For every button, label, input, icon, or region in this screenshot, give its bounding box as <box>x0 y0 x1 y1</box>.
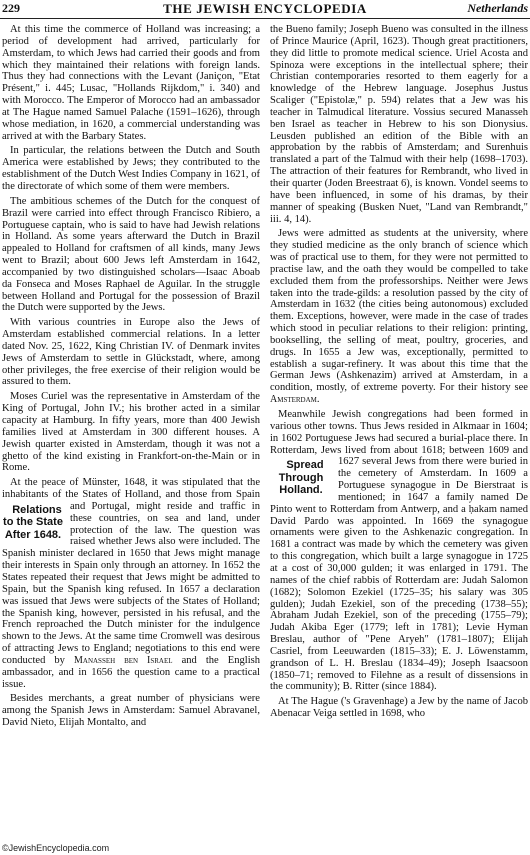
munster-text-part-1: At the peace of Münster, 1648, it was stipulated that the inhabitants of the States of Holland, and those from Spain and Portugal, might reside and <box>2 477 260 512</box>
congregations-text-part-1: Meanwhile Jewish congregations had been formed in various other towns. Thus Jews resided in Alkmaar in 1604; in 1602 Portuguese Jews had secured a burial-place there. In Rotterdam, Jews lived from about 1618; between 1609 and 1627 several Jews from there were buried in <box>270 409 528 468</box>
page-number: 229 <box>2 1 20 15</box>
side-heading-spread-through-holland: Spread Through Holland. <box>278 459 324 497</box>
paragraph-physicians: Besides merchants, a great number of physicians were among the Spanish Jews in Amsterdam: Samuel Abravanel, David Nieto, Elijah Montalto, and <box>2 693 260 729</box>
page-header <box>0 0 530 19</box>
paragraph-peace-of-munster <box>2 477 260 690</box>
paragraph-university: Jews were admitted as students at the university, where they studied medicine as the only branch of science which was of practical use to them, for they were not permitted to practise law, and the oath they would be compelled to take excluded them from the professorships. Neither were Jews taken into the trade-gilds: a resolution passed by the city of Amsterdam in 1632 (the cities being autonomous) excluded them. Exceptions, however, were made in the case of trades which stood in peculiar relations to their religion: printing, bookselling, the selling of meat, poultry, groceries, and drugs. In 1655 a Jew was, exceptionally, permitted to establish a sugar-refinery. It was about this time that the German Jews (Ashkenazim) arrived at Amsterdam, in a condition, mostly, of extreme poverty. For their history see Amsterdam. <box>270 228 528 406</box>
side-heading-relations-to-state: Relations to the State After 1648. <box>3 503 63 541</box>
link-amsterdam[interactable]: Amsterdam <box>270 394 317 406</box>
paragraph-bueno-family: the Bueno family; Joseph Bueno was consulted in the illness of Prince Maurice (April, 1623). Though great practitioners, they did little to promote medical science. Uriel Acosta and Spinoza were exceptions in the intellectual sphere; their Christian contemporaries resorted to them eagerly for a knowledge of the Hebrew language. Josephus Justus Scaliger ("Epistolæ," p. 594) relates that a Jew was his teacher in Talmudical literature. Vossius secured Manasseh ben Israel as teacher in Hebrew to his son Dionysius. Leusden published an edition of the Bible with an approbation by the rabbis of Amsterdam; and Surenhuis translated a part of the Talmud with their help (1698–1703). The attraction of their features for Rembrandt, who lived in their quarter (Joden Breestraat 6), is known. Vondel seems to have been influenced, in some of his dramas, by their manner of speaking (Busken Nuet, "Land van Rembrandt," iii. 4, 14). <box>270 24 528 225</box>
paragraph-commerce: At this time the commerce of Holland was increasing; a period of development had arrived, particularly for Amsterdam, to which Jews had carried their goods and from which they maintained their relations with foreign lands. Thus they had connections with the Levant (Janiçon, "Etat Présent," i. 445; Lusac, "Hollands Rijkdom," i. 340) and with Morocco. The Emperor of Morocco had an ambassador at The Hague named Samuel Palache (1591–1626), through whose mediation, in 1620, a commercial understanding was arrived at with the Barbary States. <box>2 24 260 142</box>
right-column <box>270 24 528 839</box>
paragraph-congregations <box>270 409 528 693</box>
running-title: THE JEWISH ENCYCLOPEDIA <box>163 1 367 16</box>
paragraph-moses-curiel: Moses Curiel was the representative in Amsterdam of the King of Portugal, John IV.; his brother acted in a similar capacity at Hamburg. In fifty years, more than 400 Jewish families lived at Amsterdam in 300 different houses. A Jewish quarter existed in Amsterdam, though it was not a ghetto of the kind existing in Frankfort-on-the-Main or in Rome. <box>2 391 260 474</box>
paragraph-europe-relations: With various countries in Europe also the Jews of Amsterdam established commercial relations. In a letter dated Nov. 25, 1622, King Christian IV. of Denmark invites Jews of Amsterdam to settle in Glückstadt, where, among other privileges, the free exercise of their religion would be assured to them. <box>2 317 260 388</box>
munster-text-part-3: and the English ambassador, and in 1656 the question came to a practical issue. <box>2 654 260 690</box>
munster-text-part-2: traffic in these countries, on sea and land, under protection of the law. The question was raised whether Jews also were included. The Spanish minister declared in 1650 that Jews might manage their interests in Spain only through an attorney. In 1652 the States repeated their request that Jews might be admitted to Spain, but the Spanish king refused. In 1657 a declaration was issued that Jews were subjects of the States of Holland; the Spanish king, however, persisted in his refusal, and the French reproached the Dutch minister for the indulgence shown to the Jews. At the same time Cromwell was desirous of attracting Jews to England; negotiations to this end were conducted by <box>2 500 260 666</box>
copyright-footer: ©JewishEncyclopedia.com <box>2 843 110 853</box>
link-manasseh-ben-israel[interactable]: Manasseh ben Israel <box>74 654 173 666</box>
paragraph-the-hague: At The Hague ('s Gravenhage) a Jew by the name of Jacob Abenacar Veiga settled in 1698, who <box>270 696 528 720</box>
paragraph-south-america: In particular, the relations between the Dutch and South America were established by Jews; they contributed to the establishment of the Dutch West Indies Company in 1621, of the directorate of which some of them were members. <box>2 145 260 192</box>
university-text: Jews were admitted as students at the university, where they studied medicine as the only branch of science which was of practical use to them, for they were not permitted to practise law, and the oath they would be compelled to take excluded them from the professorships. Neither were Jews taken into the trade-gilds: a resolution passed by the city of Amsterdam in 1632 (the cities being autonomous) excluded them. Exceptions, however, were made in the case of trades which stood in peculiar relations to their religion: printing, bookselling, the selling of meat, poultry, groceries, and drugs. In 1655 a Jew was, exceptionally, permitted to establish a sugar-refinery. It was about this time that the German Jews (Ashkenazim) arrived at Amsterdam, in a condition, mostly, of extreme poverty. For their history see <box>270 228 528 394</box>
congregations-text-part-2: the cemetery of Amsterdam. In 1609 a Portuguese synagogue in De Bierstraat is mentioned; in 1647 a family named De Pinto went to Rotterdam from Antwerp, and a ḥakam named David Pardo was appointed. In 1669 the synagogue ornaments were given to the Ashkenazic congregation. In 1681 a contract was made by which the cemetery was given to this congregation, which built a large synagogue in 1725 at a cost of 30,000 gulden; it was enlarged in 1791. The names of the chief rabbis of Rotterdam are: Judah Salomon (1682); Solomon Ezekiel (1725–35; his salary was 305 gulden); Judah Ezekiel, son of the preceding (1738–55); Abraham Judah Ezekiel, son of the preceding (1755–79); Judah Akiba Eger (1779; left in 1781); Levie Hyman Breslau, author of "Pene Aryeh" (1781–1807); Elijah Casriel, from Leeuwarden (1815–33); E. J. Löwenstamm, grandson of L. H. Breslau (1834–49); Joseph Isaacsoon (1850–71; removed to Filehne as a result of dissensions in the community); B. Ritter (since 1884). <box>270 468 528 693</box>
paragraph-brazil: The ambitious schemes of the Dutch for the conquest of Brazil were carried into effect through Francisco Ribiero, a Portuguese captain, who is said to have had Jewish relations in Holland. As some years afterward the Dutch in Brazil appealed to Holland for craftsmen of all kinds, many Jews went to Brazil; about 600 Jews left Amsterdam in 1642, accompanied by two distinguished scholars—Isaac Aboab da Fonseca and Moses Raphael de Aguilar. In the struggle between Holland and Portugal for the possession of Brazil the Dutch were supported by the Jews. <box>2 195 260 314</box>
section-title: Netherlands <box>467 1 528 15</box>
left-column <box>2 24 260 839</box>
